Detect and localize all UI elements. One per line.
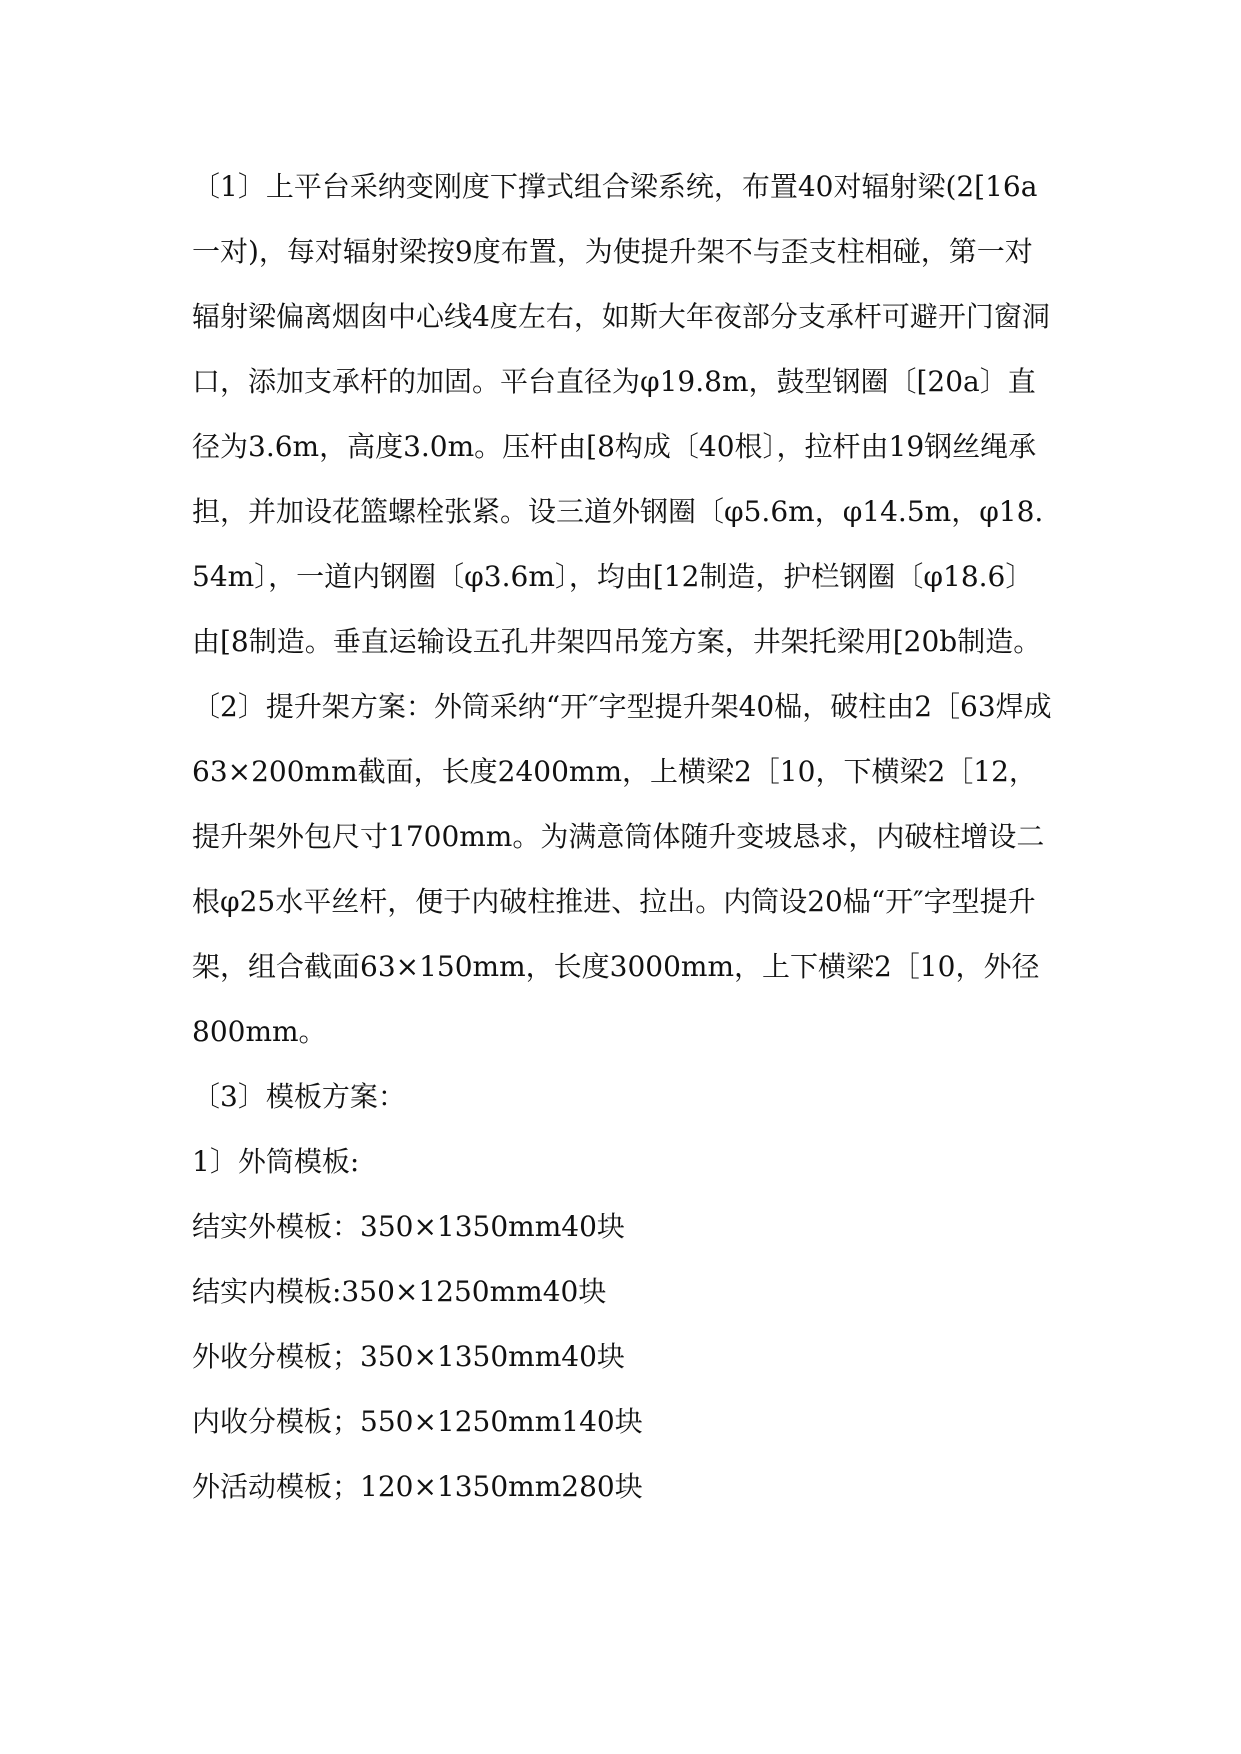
paragraph-outer-formwork-heading: 1〕外筒模板: — [192, 1145, 360, 1178]
paragraph-lifting-frame: 〔2〕提升架方案：外筒采纳“开″字型提升架40榀，破柱由2［63焊成63×200mm截面，长度2400mm，上横梁2［10，下横梁2［12，提升架外包尺寸1700mm。为满意筒体随升变坡恳求，内破柱增设二根φ25水平丝杆，便于内破柱推进、拉出。内筒设20榀“开″字型提升架，组合截面63×150mm，长度3000mm，上下横梁2［10，外径800mm。 — [192, 690, 1052, 1048]
list-item: 内收分模板；550×1250mm140块 — [192, 1405, 643, 1438]
document-body — [192, 154, 1052, 1519]
list-item: 外收分模板；350×1350mm40块 — [192, 1340, 625, 1373]
paragraph-formwork-heading: 〔3〕模板方案： — [192, 1080, 406, 1113]
list-item: 结实外模板：350×1350mm40块 — [192, 1210, 625, 1243]
list-item: 外活动模板；120×1350mm280块 — [192, 1470, 643, 1503]
list-item: 结实内模板:350×1250mm40块 — [192, 1275, 607, 1308]
paragraph-upper-platform: 〔1〕上平台采纳变刚度下撑式组合梁系统，布置40对辐射梁(2[16a一对)，每对辐射梁按9度布置，为使提升架不与歪支柱相碰，第一对辐射梁偏离烟囱中心线4度左右，如斯大年夜部分支承杆可避开门窗洞口，添加支承杆的加固。平台直径为φ19.8m，鼓型钢圈〔[20a〕直径为3.6m，高度3.0m。压杆由[8构成〔40根〕，拉杆由19钢丝绳承担，并加设花篮螺栓张紧。设三道外钢圈〔φ5.6m，φ14.5m，φ18.54m〕，一道内钢圈〔φ3.6m〕，均由[12制造，护栏钢圈〔φ18.6〕由[8制造。垂直运输设五孔井架四吊笼方案，井架托梁用[20b制造。 — [192, 170, 1050, 658]
